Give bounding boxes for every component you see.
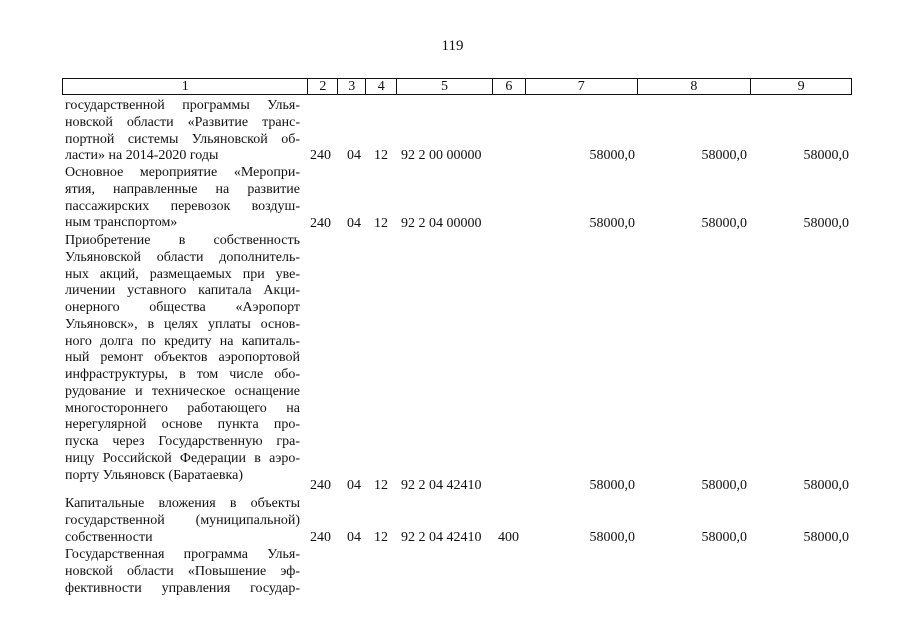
cell-col-8: 58000,0 [701,530,747,545]
cell-col-5: 92 2 04 42410 [401,478,482,493]
cell-col-4: 12 [374,478,388,493]
cell-col-4: 12 [374,530,388,545]
header-col-4: 4 [366,79,397,94]
cell-col-5: 92 2 00 00000 [401,148,482,163]
description-line: инфраструктуры, в том числе обо- [65,367,300,382]
cell-col-9: 58000,0 [803,148,849,163]
header-col-2: 2 [308,79,338,94]
cell-col-8: 58000,0 [701,148,747,163]
description-line: ных акций, размещаемых при уве- [65,266,300,282]
header-col-6: 6 [493,79,526,94]
cell-col-2: 240 [310,216,331,231]
description-line: онерного общества «Аэропорт [65,300,300,315]
page-number: 119 [441,38,464,54]
cell-col-7: 58000,0 [589,148,635,163]
description-line: собственности [65,529,153,545]
header-col-1: 1 [63,79,308,94]
description-line: Капитальные вложения в объекты [65,496,300,511]
description-line: новской области «Развитие транс- [65,114,300,130]
description-line: пуска через Государственную гра- [65,434,300,449]
description-line: Ульяновск», в целях уплаты основ- [65,316,300,332]
row-description [65,496,300,546]
description-line: ятия, направленные на развитие [65,181,300,197]
cell-col-7: 58000,0 [589,216,635,231]
cell-col-9: 58000,0 [803,478,849,493]
row-description [65,165,300,232]
description-line: пассажирских перевозок воздуш- [65,198,300,214]
cell-col-3: 04 [347,530,361,545]
header-col-9: 9 [797,79,805,94]
header-col-8: 8 [638,79,752,94]
description-line: портной системы Ульяновской об- [65,131,300,147]
cell-col-3: 04 [347,148,361,163]
table-header [62,78,852,95]
cell-col-8: 58000,0 [701,478,747,493]
description-line: личении уставного капитала Акци- [65,283,300,299]
header-col-5: 5 [397,79,493,94]
cell-col-7: 58000,0 [589,478,635,493]
row-description [65,547,300,597]
cell-col-6: 400 [498,530,519,545]
cell-col-9: 58000,0 [803,216,849,231]
cell-col-3: 04 [347,216,361,231]
cell-col-4: 12 [374,148,388,163]
description-line: нерегулярной основе пункта про- [65,417,300,433]
header-col-7: 7 [526,79,638,94]
description-line: фективности управления государ- [65,580,300,596]
description-line: ласти» на 2014-2020 годы [65,148,219,164]
description-line: государственной (муниципальной) [65,512,300,528]
cell-col-3: 04 [347,478,361,493]
description-line: Государственная программа Улья- [65,547,300,562]
description-line: ницу Российской Федерации в аэро- [65,450,300,466]
description-line: Основное мероприятие «Меропри- [65,165,300,180]
description-line: многостороннего работающего на [65,400,300,416]
description-line: Приобретение в собственность [65,233,300,248]
cell-col-7: 58000,0 [589,530,635,545]
cell-col-2: 240 [310,478,331,493]
cell-col-5: 92 2 04 00000 [401,216,482,231]
row-description [65,98,300,165]
row-description [65,233,300,484]
cell-col-2: 240 [310,530,331,545]
cell-col-2: 240 [310,148,331,163]
cell-col-9: 58000,0 [803,530,849,545]
description-line: порту Ульяновск (Баратаевка) [65,467,243,483]
cell-col-5: 92 2 04 42410 [401,530,482,545]
header-col-3: 3 [338,79,366,94]
description-line: рудование и техническое оснащение [65,383,300,399]
description-line: Ульяновской области дополнитель- [65,249,300,265]
description-line: ным транспортом» [65,215,178,231]
description-line: новской области «Повышение эф- [65,563,300,579]
description-line: ный ремонт объектов аэропортовой [65,350,300,366]
cell-col-4: 12 [374,216,388,231]
description-line: ного долга по кредиту на капиталь- [65,333,300,349]
description-line: государственной программы Улья- [65,98,300,113]
cell-col-8: 58000,0 [701,216,747,231]
